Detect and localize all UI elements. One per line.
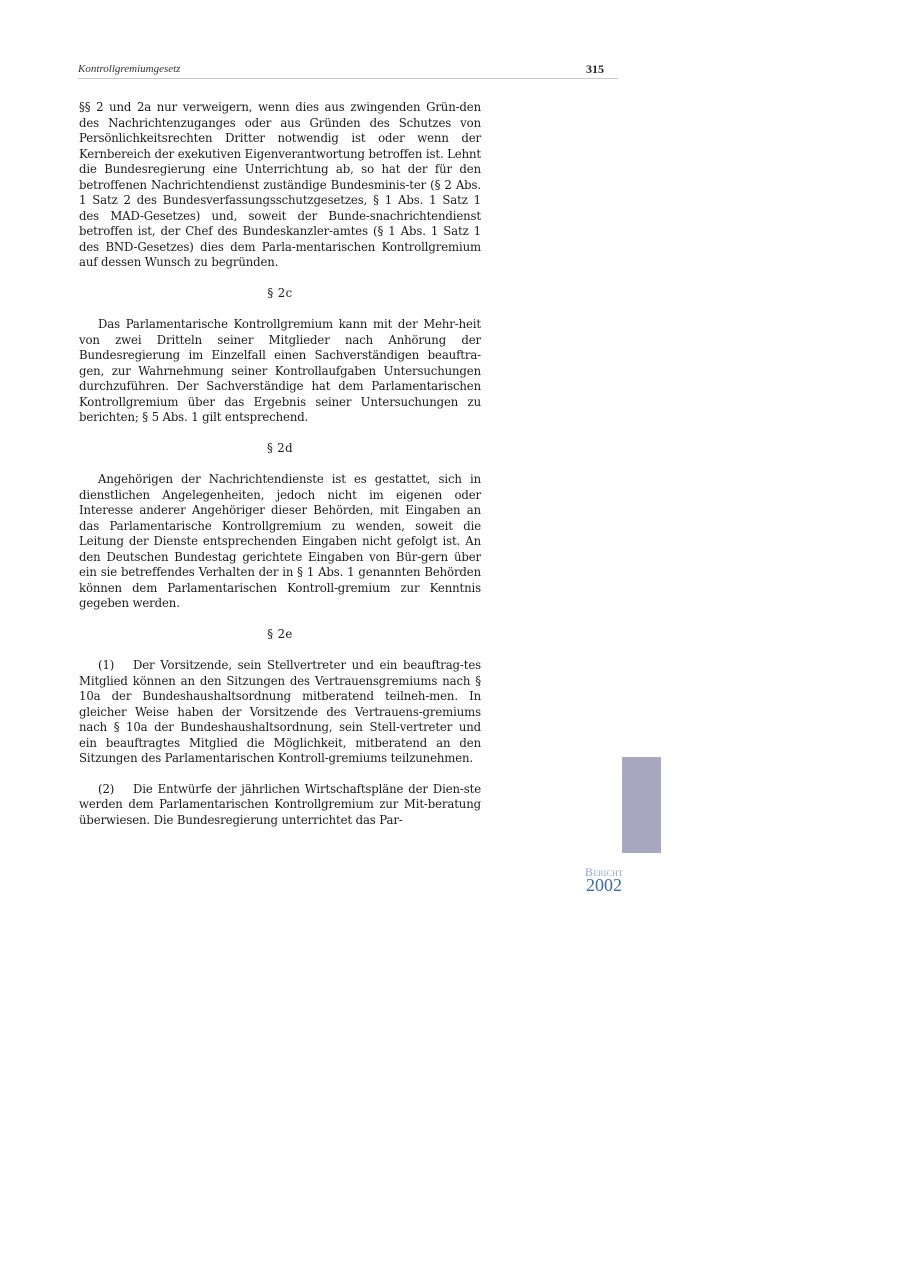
continuation-paragraph: §§ 2 und 2a nur verweigern, wenn dies aus zwingenden Grün-den des Nachrichtenzuganges oder aus Gründen des Schutzes von Persönlichkeitsrechten Dritter notwendig ist oder wenn der Kernbereich der exekutiven Eigenverantwortung betroffen ist. Lehnt die Bundesregierung eine Unterrichtung ab, so hat der für den betroffenen Nachrichtendienst zuständige Bundesminis-ter (§ 2 Abs. 1 Satz 2 des Bundesverfassungsschutzgesetzes, § 1 Abs. 1 Satz 1 des MAD-Gesetzes) und, soweit der Bunde-snachrichtendienst betroffen ist, der Chef des Bundeskanzler-amtes (§ 1 Abs. 1 Satz 1 des BND-Gesetzes) dies dem Parla-mentarischen Kontrollgremium auf dessen Wunsch zu begründen. xyxy=(79,100,481,269)
paragraph-number: (1) xyxy=(98,658,115,672)
report-label: Bericht xyxy=(584,865,624,879)
running-header xyxy=(78,62,618,79)
paragraph-text: Der Vorsitzende, sein Stellvertreter und ein beauftrag-tes Mitglied können an den Sitzungen des Vertrauensgremiums nach § 10a der Bundeshaushaltsordnung mitberatend teilneh-men. In gleicher Weise haben der Vorsitzende des Vertrauens-gremiums nach § 10a der Bundeshaushaltsordnung, sein Stell-vertreter und ein beauftragtes Mitglied die Möglichkeit, mitberatend an den Sitzungen des Parlamentarischen Kontroll-gremiums teilzunehmen. xyxy=(79,658,481,765)
page-body xyxy=(79,100,481,828)
page-number: 315 xyxy=(586,62,604,76)
report-year: 2002 xyxy=(586,875,622,895)
section-heading-2e: § 2e xyxy=(267,626,293,641)
section-2e-paragraph-2 xyxy=(79,782,481,829)
section-2c-text: Das Parlamentarische Kontrollgremium kann mit der Mehr-heit von zwei Dritteln seiner Mitglieder nach Anhörung der Bundesregierung im Einzelfall einen Sachverständigen beauftra-gen, zur Wahrnehmung seiner Kontrollaufgaben Untersuchungen durchzuführen. Der Sachverständige hat dem Parlamentarischen Kontrollgremium über das Ergebnis seiner Untersuchungen zu berichten; § 5 Abs. 1 gilt entsprechend. xyxy=(79,317,481,424)
section-heading-2d: § 2d xyxy=(266,440,294,455)
section-heading-2c: § 2c xyxy=(267,285,293,300)
section-2d-text: Angehörigen der Nachrichtendienste ist es gestattet, sich in dienstlichen Angelegenheiten, jedoch nicht im eigenen oder Interesse anderer Angehöriger dieser Behörden, mit Eingaben an das Parlamentarische Kontrollgremium zu wenden, soweit die Leitung der Dienste entsprechenden Eingaben nicht gefolgt ist. An den Deutschen Bundestag gerichtete Eingaben von Bür-gern über ein sie betreffendes Verhalten der in § 1 Abs. 1 genannten Behörden können dem Parlamentarischen Kontroll-gremium zur Kenntnis gegeben werden. xyxy=(79,472,481,610)
section-2e-paragraph-1 xyxy=(79,658,481,767)
running-title: Kontrollgremiumgesetz xyxy=(78,63,181,75)
margin-color-bar xyxy=(622,757,661,853)
paragraph-text: Die Entwürfe der jährlichen Wirtschaftspläne der Dien-ste werden dem Parlamentarischen Kontrollgremium zur Mit-beratung überwiesen. Die Bundesregierung unterrichtet das Par- xyxy=(79,781,481,827)
paragraph-number: (2) xyxy=(98,781,115,796)
